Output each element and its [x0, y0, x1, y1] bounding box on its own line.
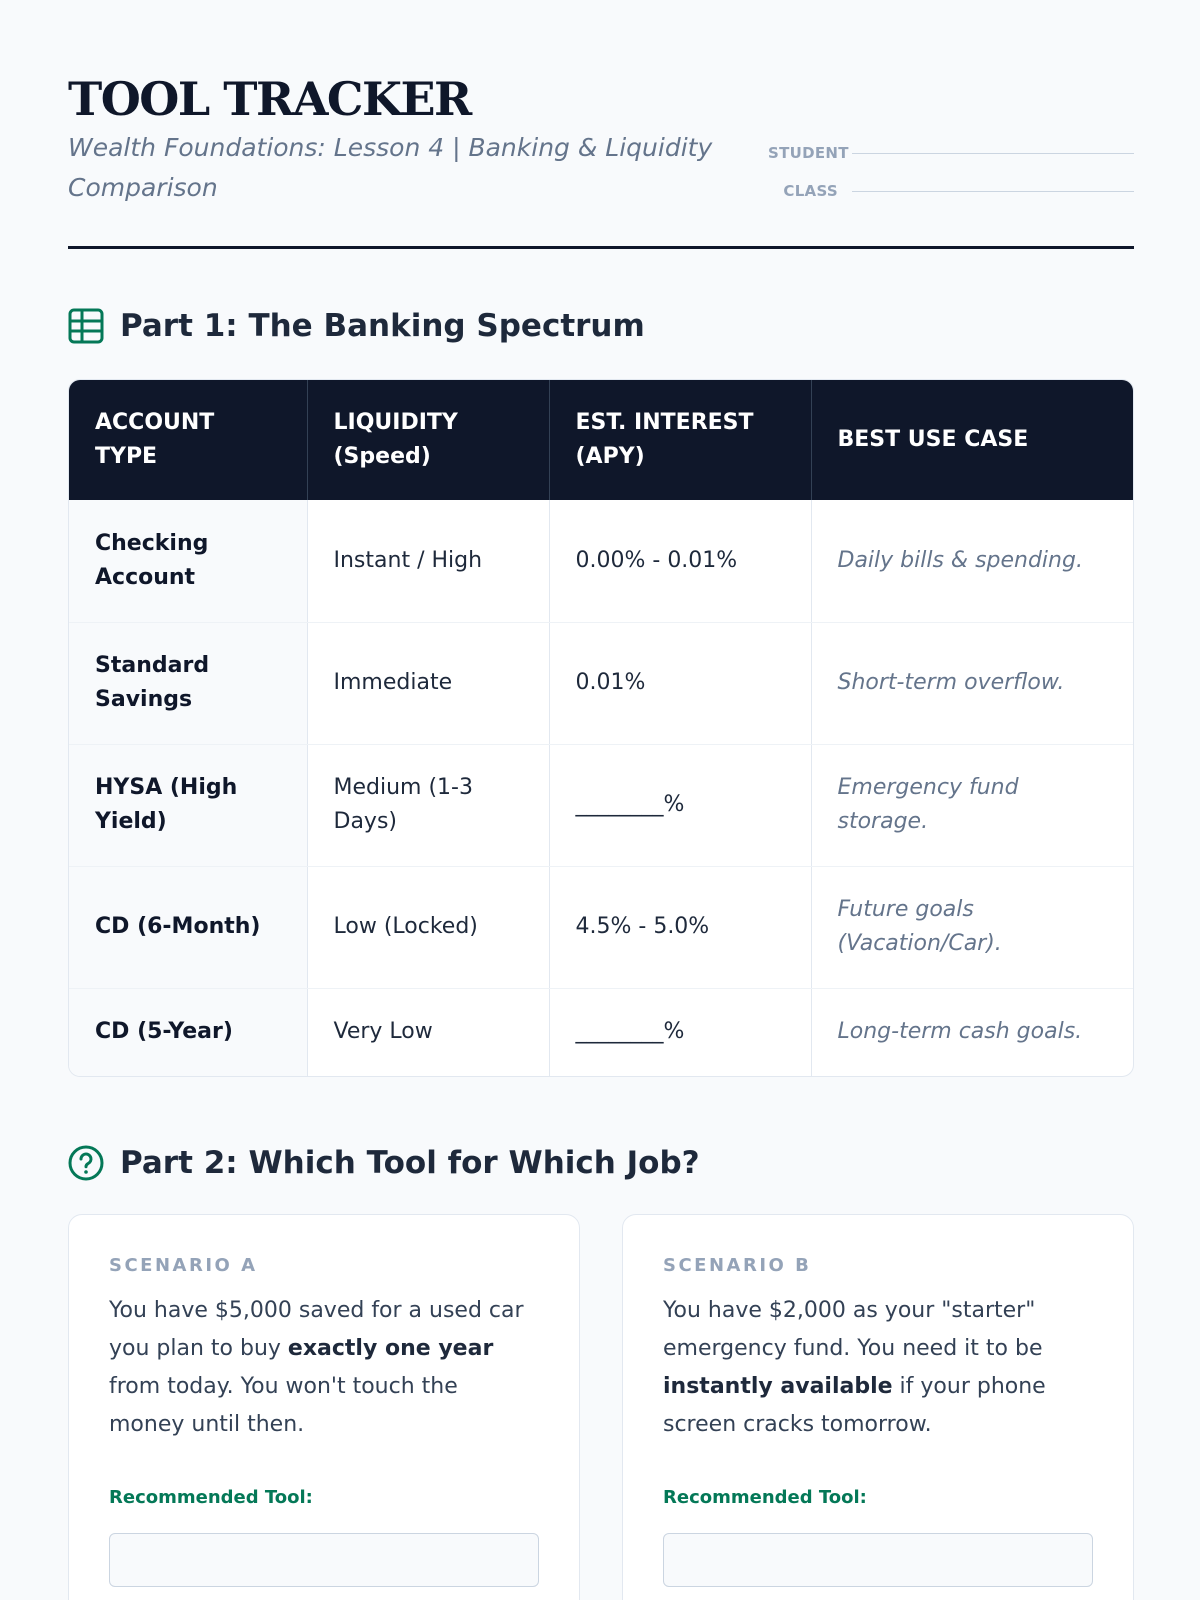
- column-header: EST. INTEREST (APY): [549, 380, 811, 500]
- recommended-tool-label: Recommended Tool:: [663, 1487, 867, 1508]
- class-label: CLASS: [783, 182, 838, 200]
- part2-title: Part 2: Which Tool for Which Job?: [120, 1145, 700, 1181]
- account-type-cell: CD (5-Year): [69, 988, 307, 1076]
- column-header: BEST USE CASE: [811, 380, 1134, 500]
- student-field[interactable]: [768, 143, 1134, 163]
- table-header-row: [69, 380, 1134, 500]
- table-row: [69, 988, 1134, 1076]
- table-icon: [68, 308, 104, 344]
- question-circle-icon: [68, 1145, 104, 1181]
- column-header: LIQUIDITY (Speed): [307, 380, 549, 500]
- use-case-cell: Future goals (Vacation/Car).: [811, 866, 1134, 988]
- interest-cell: 4.5% - 5.0%: [549, 866, 811, 988]
- scenario-b-answer-input[interactable]: [663, 1533, 1093, 1587]
- scenario-b-label: SCENARIO B: [663, 1255, 812, 1276]
- use-case-cell: Long-term cash goals.: [837, 1019, 1083, 1045]
- interest-blank-cell[interactable]: ________%: [549, 744, 811, 866]
- table-row: [69, 500, 1134, 622]
- scenario-a-label: SCENARIO A: [109, 1255, 258, 1276]
- use-case-cell: Short-term overflow.: [811, 622, 1134, 744]
- page-title: TOOL TRACKER: [68, 72, 471, 126]
- worksheet-header: [68, 0, 1134, 250]
- class-line[interactable]: [852, 191, 1134, 192]
- page-subtitle: Wealth Foundations: Lesson 4 | Banking & Liquidity Comparison: [68, 133, 713, 202]
- table-row: [69, 744, 1134, 866]
- table-row: [69, 866, 1134, 988]
- column-header: ACCOUNT TYPE: [69, 380, 307, 500]
- interest-cell: 0.00% - 0.01%: [549, 500, 811, 622]
- account-type-cell: CD (6-Month): [69, 866, 307, 988]
- banking-spectrum-table: [68, 379, 1134, 1077]
- scenario-a-answer-input[interactable]: [109, 1533, 539, 1587]
- part1-heading: [68, 308, 645, 344]
- scenario-a-card: [68, 1214, 580, 1600]
- account-type-cell: Standard Savings: [69, 622, 307, 744]
- liquidity-cell: Immediate: [307, 622, 549, 744]
- use-case-cell: Daily bills & spending.: [811, 500, 1134, 622]
- worksheet-page: [68, 0, 1134, 1508]
- class-field[interactable]: [768, 181, 1134, 201]
- liquidity-cell: Low (Locked): [307, 866, 549, 988]
- scenario-b-card: [622, 1214, 1134, 1600]
- liquidity-cell: Very Low: [307, 988, 549, 1076]
- liquidity-cell: Instant / High: [307, 500, 549, 622]
- account-type-cell: Checking Account: [69, 500, 307, 622]
- scenario-a-text: You have $5,000 saved for a used car you plan to buy exactly one year from today. You won't touch the money until then.: [109, 1298, 524, 1437]
- interest-cell: 0.01%: [549, 622, 811, 744]
- recommended-tool-label: Recommended Tool:: [109, 1487, 313, 1508]
- student-label: STUDENT: [768, 144, 849, 162]
- use-case-cell: Emergency fund storage.: [811, 744, 1134, 866]
- part2-heading: [68, 1145, 700, 1181]
- student-line[interactable]: [852, 153, 1134, 154]
- part1-title: Part 1: The Banking Spectrum: [120, 308, 645, 344]
- account-type-cell: HYSA (High Yield): [69, 744, 307, 866]
- header-divider: [68, 246, 1134, 249]
- liquidity-cell: Medium (1-3 Days): [307, 744, 549, 866]
- table-row: [69, 622, 1134, 744]
- scenario-b-text: You have $2,000 as your "starter" emergency fund. You need it to be instantly available if your phone screen cracks tomorrow.: [663, 1298, 1046, 1437]
- interest-blank-cell[interactable]: ________%: [549, 988, 811, 1076]
